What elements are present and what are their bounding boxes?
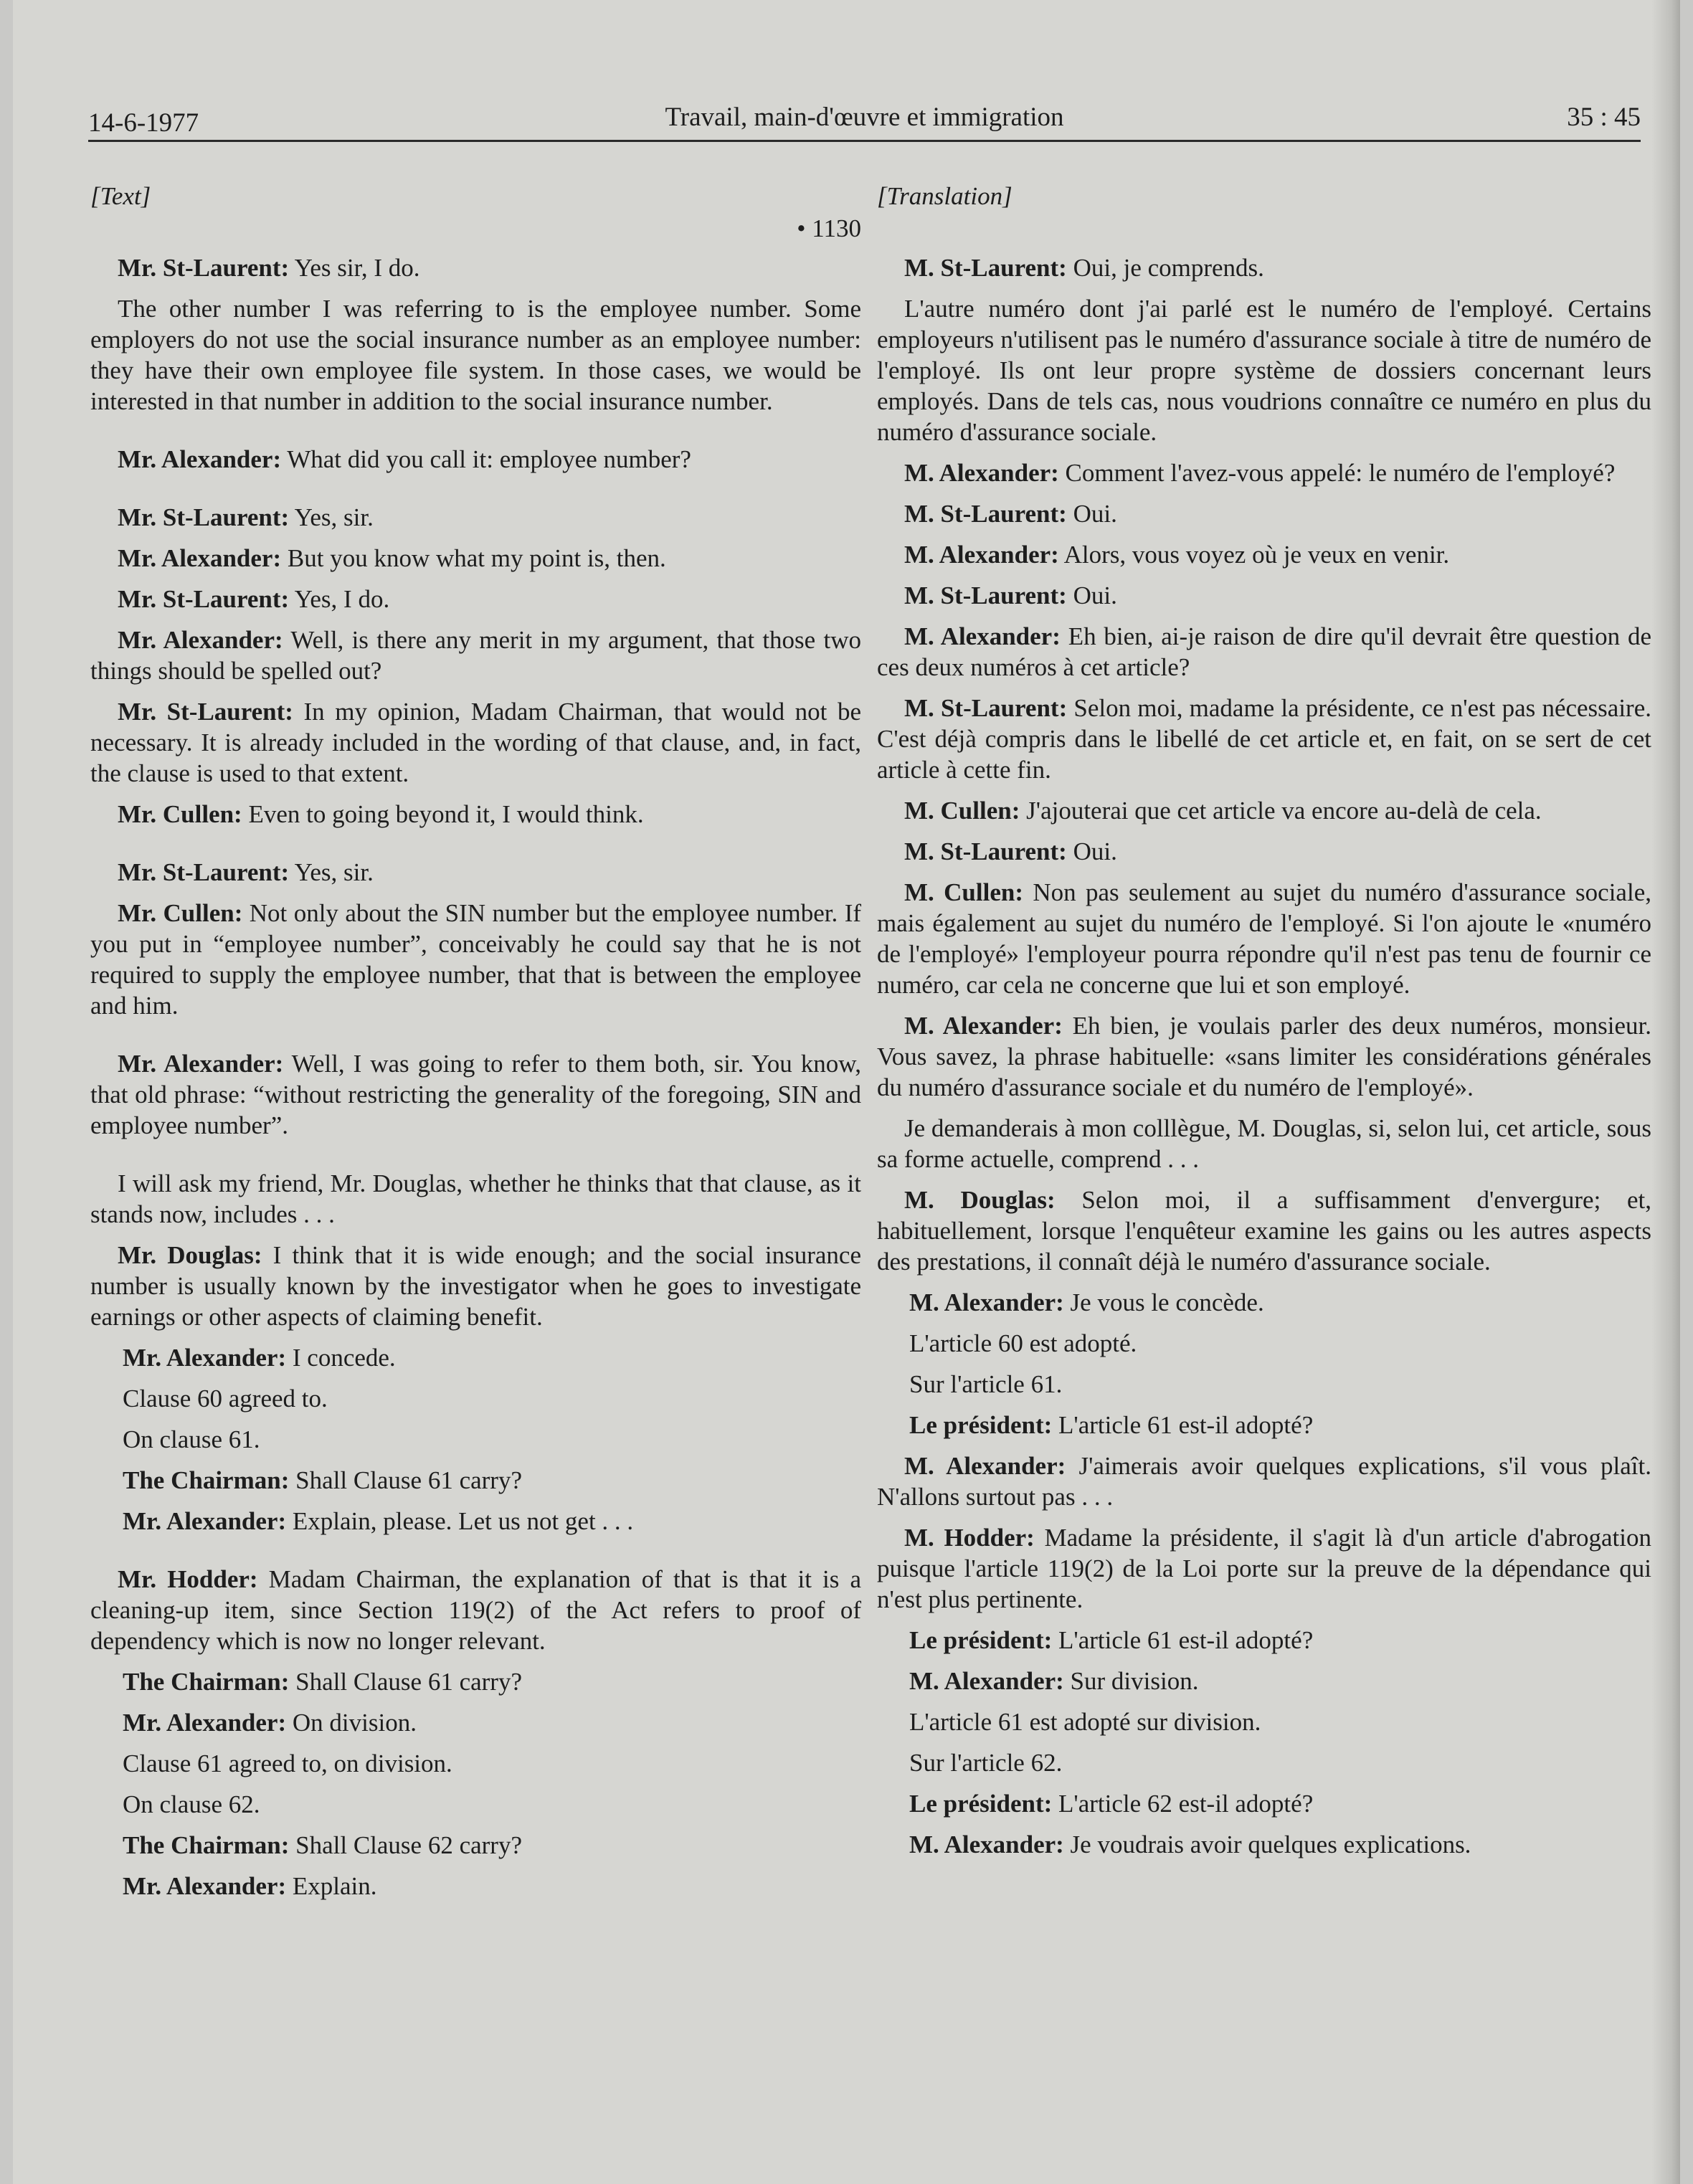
- paragraph: [877, 836, 1651, 867]
- speaker-name: M. Alexander:: [904, 541, 1059, 569]
- paragraph: [90, 584, 861, 614]
- column-tag-text: [Text]: [90, 182, 151, 210]
- speech-text: Je voudrais avoir quelques explications.: [1063, 1831, 1471, 1858]
- speaker-name: Mr. St-Laurent:: [118, 858, 290, 886]
- speaker-name: M. Alexander:: [909, 1667, 1064, 1695]
- paragraph: [90, 1830, 861, 1861]
- paragraph: [877, 457, 1651, 488]
- paragraph: [877, 877, 1651, 1000]
- speech-text: Oui.: [1066, 837, 1117, 865]
- page-header: [88, 100, 1641, 143]
- procedural-note: [877, 1328, 1651, 1359]
- paragraph: [90, 625, 861, 686]
- speech-text: Sur division.: [1063, 1667, 1199, 1695]
- paragraph: [877, 1287, 1651, 1318]
- column-tag-translation: [Translation]: [877, 182, 1013, 210]
- paragraph: [90, 1871, 861, 1901]
- paragraph: [877, 580, 1651, 611]
- speaker-name: Mr. Alexander:: [123, 1344, 287, 1372]
- paragraph: [877, 252, 1651, 283]
- paragraph: [877, 1113, 1651, 1174]
- paragraph: [877, 1451, 1651, 1512]
- speaker-name: Mr. Cullen:: [118, 800, 242, 828]
- speaker-name: Mr. Alexander:: [118, 1050, 284, 1078]
- speech-text: Selon moi, il a suffisamment d'envergure; et, habituellement, lorsque l'enquêteur examine les gains ou les autres aspects des prestations, il connaît déjà le numéro d'assurance sociale.: [877, 1186, 1651, 1276]
- speaker-name: Mr. Alexander:: [123, 1507, 287, 1535]
- paragraph: [90, 1465, 861, 1496]
- paragraph: [877, 1788, 1651, 1819]
- speech-text: Selon moi, madame la présidente, ce n'est pas nécessaire. C'est déjà compris dans le libellé de cet article et, en fait, on se sert de cet article à cette fin.: [877, 694, 1651, 784]
- paragraph: [877, 1625, 1651, 1656]
- speaker-name: M. Alexander:: [904, 622, 1061, 650]
- speaker-name: M. Cullen:: [904, 878, 1023, 906]
- paragraph: [90, 1048, 861, 1141]
- speech-text: L'autre numéro dont j'ai parlé est le numéro de l'employé. Certains employeurs n'utilisent pas le numéro d'assurance sociale à titre de numéro de l'employé. Ils ont leur propre système de dossiers concernant leurs employés. Dans de tels cas, nous voudrions connaître ce numéro en plus du numéro d'assurance sociale.: [877, 295, 1651, 446]
- speaker-name: The Chairman:: [123, 1831, 290, 1859]
- speech-text: Madam Chairman, the explanation of that is that it is a cleaning-up item, since Section 119(2) of the Act refers to proof of dependency which is now no longer relevant.: [90, 1565, 861, 1655]
- speaker-name: M. St-Laurent:: [904, 581, 1067, 609]
- speech-text: I concede.: [286, 1344, 396, 1372]
- speech-text: Shall Clause 61 carry?: [289, 1466, 522, 1494]
- speech-text: Sur l'article 62.: [909, 1749, 1063, 1777]
- speaker-name: The Chairman:: [123, 1466, 290, 1494]
- speech-text: Explain.: [286, 1872, 377, 1900]
- speech-text: Explain, please. Let us not get . . .: [286, 1507, 634, 1535]
- speaker-name: M. Alexander:: [904, 459, 1059, 487]
- paragraph: [90, 1564, 861, 1656]
- speech-text: Yes, I do.: [289, 585, 390, 613]
- speaker-name: Mr. St-Laurent:: [118, 585, 290, 613]
- speech-text: J'aimerais avoir quelques explications, s'il vous plaît. N'allons surtout pas . . .: [877, 1452, 1651, 1511]
- paragraph: [877, 539, 1651, 570]
- speech-text: But you know what my point is, then.: [281, 544, 666, 572]
- speech-text: L'article 61 est-il adopté?: [1052, 1411, 1314, 1439]
- speaker-name: Mr. Hodder:: [118, 1565, 258, 1593]
- paragraph: [90, 502, 861, 533]
- paragraph: [90, 293, 861, 417]
- speech-text: Clause 61 agreed to, on division.: [123, 1749, 452, 1777]
- header-title: Travail, main-d'œuvre et immigration: [665, 103, 1064, 132]
- paragraph: [90, 696, 861, 789]
- paragraph: [877, 693, 1651, 785]
- speech-text: L'article 61 est adopté sur division.: [909, 1708, 1261, 1736]
- procedural-note: [90, 1383, 861, 1414]
- speaker-name: Mr. Alexander:: [118, 445, 282, 473]
- procedural-note: [877, 1369, 1651, 1400]
- speaker-name: M. Hodder:: [904, 1524, 1035, 1552]
- paragraph: [90, 543, 861, 574]
- speech-text: Not only about the SIN number but the employee number. If you put in “employee number”, conceivably he could say that he is not required to supply the employee number, that that is between the employee and him.: [90, 899, 862, 1020]
- speaker-name: Mr. St-Laurent:: [118, 254, 290, 282]
- speech-text: Alors, vous voyez où je veux en venir.: [1058, 541, 1450, 569]
- paragraph: [877, 1829, 1651, 1860]
- paragraph: [877, 498, 1651, 529]
- paragraph: [877, 795, 1651, 826]
- french-column: [877, 181, 1651, 1870]
- speech-text: Clause 60 agreed to.: [123, 1385, 328, 1413]
- speech-text: Oui.: [1066, 581, 1117, 609]
- speech-text: Oui, je comprends.: [1066, 254, 1264, 282]
- speaker-name: Le président:: [909, 1411, 1053, 1439]
- paragraph: [877, 1010, 1651, 1103]
- speaker-name: M. St-Laurent:: [904, 254, 1067, 282]
- header-date: 14-6-1977: [88, 108, 199, 138]
- speaker-name: Mr. Alexander:: [123, 1709, 287, 1737]
- speaker-name: M. Alexander:: [904, 1012, 1063, 1040]
- speaker-name: The Chairman:: [123, 1668, 290, 1696]
- speech-text: Je demanderais à mon colllègue, M. Douglas, si, selon lui, cet article, sous sa forme actuelle, comprend . . .: [877, 1114, 1651, 1173]
- speaker-name: M. Cullen:: [904, 797, 1020, 825]
- speech-text: Yes, sir.: [289, 503, 374, 531]
- paragraph: [877, 1184, 1651, 1277]
- speech-text: Yes sir, I do.: [289, 254, 420, 282]
- header-page-number: 35 : 45: [1567, 103, 1641, 132]
- paragraph: [90, 444, 861, 475]
- paragraph: [90, 1168, 861, 1230]
- paragraph: [877, 1410, 1651, 1440]
- speaker-name: M. St-Laurent:: [904, 837, 1067, 865]
- speech-text: Shall Clause 61 carry?: [289, 1668, 522, 1696]
- speaker-name: M. Alexander:: [904, 1452, 1066, 1480]
- speech-text: Non pas seulement au sujet du numéro d'assurance sociale, mais également au sujet du numéro de l'employé. Si l'on ajoute le «numéro de l'employé» l'employeur pourra répondre qu'il n'est pas tenu de fournir ce numéro, car cela ne concerne que lui et son employé.: [877, 878, 1651, 999]
- speech-text: I will ask my friend, Mr. Douglas, whether he thinks that that clause, as it stands now, includes . . .: [90, 1169, 861, 1228]
- speaker-name: M. Alexander:: [909, 1831, 1064, 1858]
- speaker-name: Le président:: [909, 1790, 1053, 1818]
- speech-text: Shall Clause 62 carry?: [289, 1831, 522, 1859]
- speech-text: L'article 62 est-il adopté?: [1052, 1790, 1314, 1818]
- english-column: [90, 181, 861, 1912]
- speaker-name: M. St-Laurent:: [904, 694, 1068, 722]
- speech-text: L'article 60 est adopté.: [909, 1329, 1137, 1357]
- speech-text: Oui.: [1066, 500, 1117, 528]
- document-page: [13, 0, 1680, 2184]
- time-spacer: [877, 213, 1651, 244]
- paragraph: [90, 1240, 861, 1332]
- speech-text: Well, I was going to refer to them both, sir. You know, that old phrase: “without restricting the generality of the foregoing, SIN and employee number”.: [90, 1050, 861, 1139]
- procedural-note: [877, 1706, 1651, 1737]
- speaker-name: M. Alexander:: [909, 1288, 1064, 1316]
- speech-text: What did you call it: employee number?: [281, 445, 691, 473]
- paragraph: [90, 898, 861, 1021]
- speech-text: Well, is there any merit in my argument, that those two things should be spelled out?: [90, 626, 862, 685]
- paragraph: [90, 799, 861, 830]
- procedural-note: [877, 1747, 1651, 1778]
- speaker-name: Mr. Alexander:: [123, 1872, 287, 1900]
- paragraph: [877, 293, 1651, 447]
- time-marker: • 1130: [797, 214, 861, 242]
- speaker-name: Le président:: [909, 1626, 1053, 1654]
- speaker-name: Mr. Cullen:: [118, 899, 243, 927]
- speech-text: Yes, sir.: [289, 858, 374, 886]
- speech-text: J'ajouterai que cet article va encore au-delà de cela.: [1020, 797, 1542, 825]
- speech-text: I think that it is wide enough; and the social insurance number is usually known by the investigator when he goes to investigate earnings or other aspects of claiming benefit.: [90, 1241, 861, 1331]
- speech-text: L'article 61 est-il adopté?: [1052, 1626, 1314, 1654]
- page-edge-shadow: [1651, 0, 1680, 2184]
- speech-text: The other number I was referring to is the employee number. Some employers do not use the social insurance number as an employee number: they have their own employee file system. In those cases, we would be interested in that number in addition to the social insurance number.: [90, 295, 861, 415]
- speech-text: On clause 62.: [123, 1790, 260, 1818]
- speaker-name: M. Douglas:: [904, 1186, 1056, 1214]
- procedural-note: [90, 1748, 861, 1779]
- speaker-name: Mr. St-Laurent:: [118, 698, 293, 726]
- speaker-name: Mr. Alexander:: [118, 626, 283, 654]
- header-rule: [88, 140, 1641, 142]
- speech-text: On clause 61.: [123, 1425, 260, 1453]
- speech-text: Eh bien, je voulais parler des deux numéros, monsieur. Vous savez, la phrase habituelle: «sans limiter les considérations générales du numéro d'assurance sociale et du numéro de l'employé».: [877, 1012, 1651, 1101]
- speech-text: Eh bien, ai-je raison de dire qu'il devrait être question de ces deux numéros à cet article?: [877, 622, 1651, 681]
- paragraph: [90, 252, 861, 283]
- speech-text: Madame la présidente, il s'agit là d'un article d'abrogation puisque l'article 119(2) de la Loi porte sur la preuve de la dépendance qui n'est plus pertinente.: [877, 1524, 1651, 1613]
- paragraph: [877, 1666, 1651, 1696]
- speech-text: On division.: [286, 1709, 417, 1737]
- paragraph: [90, 1506, 861, 1537]
- speaker-name: Mr. St-Laurent:: [118, 503, 290, 531]
- paragraph: [90, 1666, 861, 1697]
- speaker-name: Mr. Alexander:: [118, 544, 282, 572]
- paragraph: [90, 1707, 861, 1738]
- paragraph: [90, 1342, 861, 1373]
- speech-text: Even to going beyond it, I would think.: [242, 800, 644, 828]
- procedural-note: [90, 1424, 861, 1455]
- speaker-name: Mr. Douglas:: [118, 1241, 262, 1269]
- speech-text: Sur l'article 61.: [909, 1370, 1063, 1398]
- paragraph: [877, 1522, 1651, 1615]
- speech-text: Comment l'avez-vous appelé: le numéro de l'employé?: [1058, 459, 1616, 487]
- speech-text: Je vous le concède.: [1063, 1288, 1264, 1316]
- paragraph: [90, 857, 861, 888]
- speech-text: In my opinion, Madam Chairman, that would not be necessary. It is already included in the wording of that clause, and, in fact, the clause is used to that extent.: [90, 698, 861, 787]
- paragraph: [877, 621, 1651, 683]
- speaker-name: M. St-Laurent:: [904, 500, 1067, 528]
- procedural-note: [90, 1789, 861, 1820]
